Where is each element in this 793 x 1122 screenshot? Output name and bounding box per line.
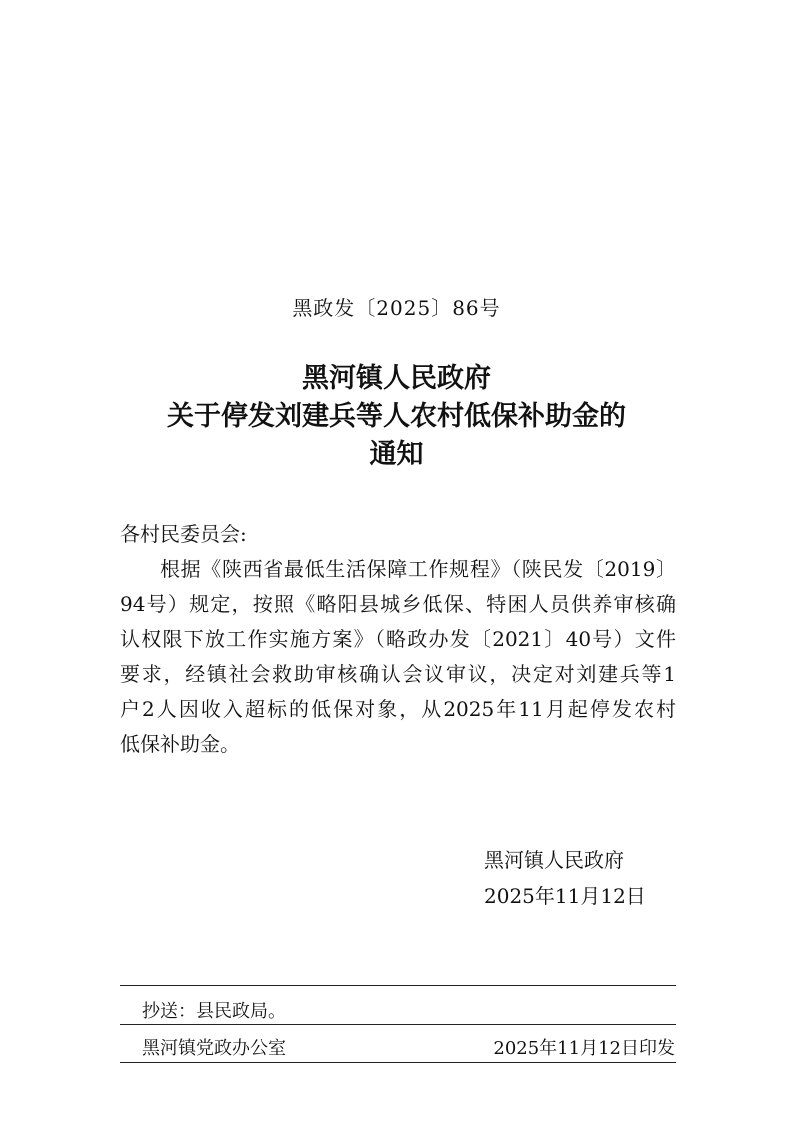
signature-issuer: 黑河镇人民政府 <box>484 848 624 872</box>
print-date: 2025年11月12日印发 <box>493 1038 675 1059</box>
signature-block <box>484 842 646 914</box>
footer-divider-middle <box>120 1024 676 1025</box>
body-line: 要求，经镇社会救助审核确认会议审议，决定对刘建兵等1 <box>120 662 676 686</box>
title-line: 关于停发刘建兵等人农村低保补助金的 <box>167 401 626 432</box>
issuing-office: 黑河镇党政办公室 <box>142 1038 286 1059</box>
title-line: 黑河镇人民政府 <box>302 363 491 394</box>
title-line: 通知 <box>369 439 424 470</box>
body-line: 根据《陕西省最低生活保障工作规程》（陕民发〔2019〕 <box>160 557 676 581</box>
body-line: 94号）规定，按照《略阳县城乡低保、特困人员供养审核确 <box>120 592 676 616</box>
body-paragraph <box>120 552 676 762</box>
signature-date: 2025年11月12日 <box>484 884 646 908</box>
cc-recipients: 抄送：县民政局。 <box>142 1001 286 1022</box>
footer-divider-top <box>120 985 676 986</box>
body-line: 认权限下放工作实施方案》（略政办发〔2021〕40号）文件 <box>120 627 676 651</box>
document-number: 黑政发〔2025〕86号 <box>292 296 501 320</box>
body-line: 户2人因收入超标的低保对象，从2025年11月起停发农村 <box>120 697 676 721</box>
salutation: 各村民委员会: <box>120 522 247 546</box>
document-title <box>120 360 673 474</box>
body-line: 低保补助金。 <box>120 732 240 756</box>
footer-divider-bottom <box>120 1062 676 1063</box>
